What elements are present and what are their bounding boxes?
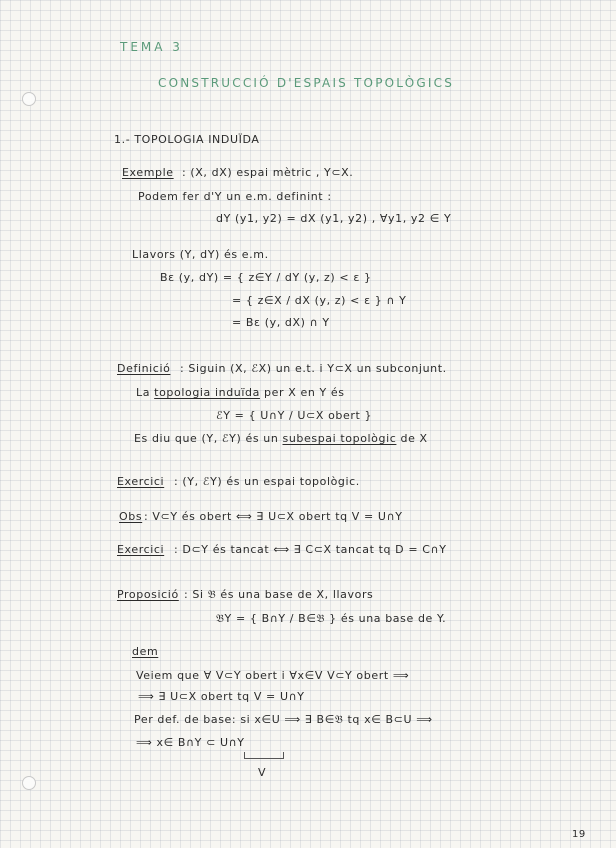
exemple-line: Llavors (Y, dY) és e.m. [132,248,269,261]
page-title: CONSTRUCCIÓ D'ESPAIS TOPOLÒGICS [158,76,455,90]
underbrace [244,752,284,759]
exercici-label: Exercici [117,543,165,556]
proposicio-label: Proposició [117,588,179,601]
underbrace-label: V [258,766,267,779]
dem-line: ⟹ x∈ B∩Y ⊂ U∩Y [136,736,245,749]
binder-hole [22,92,36,106]
binder-hole [22,776,36,790]
exemple-formula: = Bε (y, dX) ∩ Y [232,316,330,329]
definicio-text: : Siguin (X, ℰX) un e.t. i Y⊂X un subconjunt. [180,362,447,375]
definicio-line: Es diu que (Y, ℰY) és un subespai topològic de X [134,432,428,445]
exemple-label: Exemple [122,166,174,179]
tema-heading: TEMA 3 [120,40,183,54]
definicio-formula: ℰY = { U∩Y / U⊂X obert } [216,409,373,422]
exemple-formula: dY (y1, y2) = dX (y1, y2) , ∀y1, y2 ∈ Y [216,212,452,225]
definicio-label: Definició [117,362,171,375]
obs-label: Obs [119,510,143,523]
definicio-line: La topologia induïda per X en Y és [136,386,345,399]
section-heading: 1.- TOPOLOGIA INDUÏDA [114,133,260,146]
exercici-text: : (Y, ℰY) és un espai topològic. [174,475,360,488]
exemple-text: : (X, dX) espai mètric , Y⊂X. [182,166,354,179]
exercici-text: : D⊂Y és tancat ⟺ ∃ C⊂X tancat tq D = C∩Y [174,543,447,556]
term-topologia-induida: topologia induïda [154,386,260,399]
dem-line: ⟹ ∃ U⊂X obert tq V = U∩Y [138,690,305,703]
proposicio-text: : Si 𝔅 és una base de X, llavors [184,588,374,601]
term-subespai-topologic: subespai topològic [282,432,397,445]
exemple-formula: Bε (y, dY) = { z∈Y / dY (y, z) < ε } [160,271,372,284]
dem-line: Veiem que ∀ V⊂Y obert i ∀x∈V V⊂Y obert ⟹ [136,669,410,682]
page-number: 19 [572,829,586,840]
dem-line: Per def. de base: si x∈U ⟹ ∃ B∈𝔅 tq x∈ B⊂U ⟹ [134,713,433,726]
proposicio-line: 𝔅Y = { B∩Y / B∈𝔅 } és una base de Y. [216,612,447,625]
exercici-label: Exercici [117,475,165,488]
obs-text: : V⊂Y és obert ⟺ ∃ U⊂X obert tq V = U∩Y [144,510,403,523]
exemple-formula: = { z∈X / dX (y, z) < ε } ∩ Y [232,294,407,307]
dem-label: dem [132,645,159,658]
exemple-line: Podem fer d'Y un e.m. definint : [138,190,332,203]
